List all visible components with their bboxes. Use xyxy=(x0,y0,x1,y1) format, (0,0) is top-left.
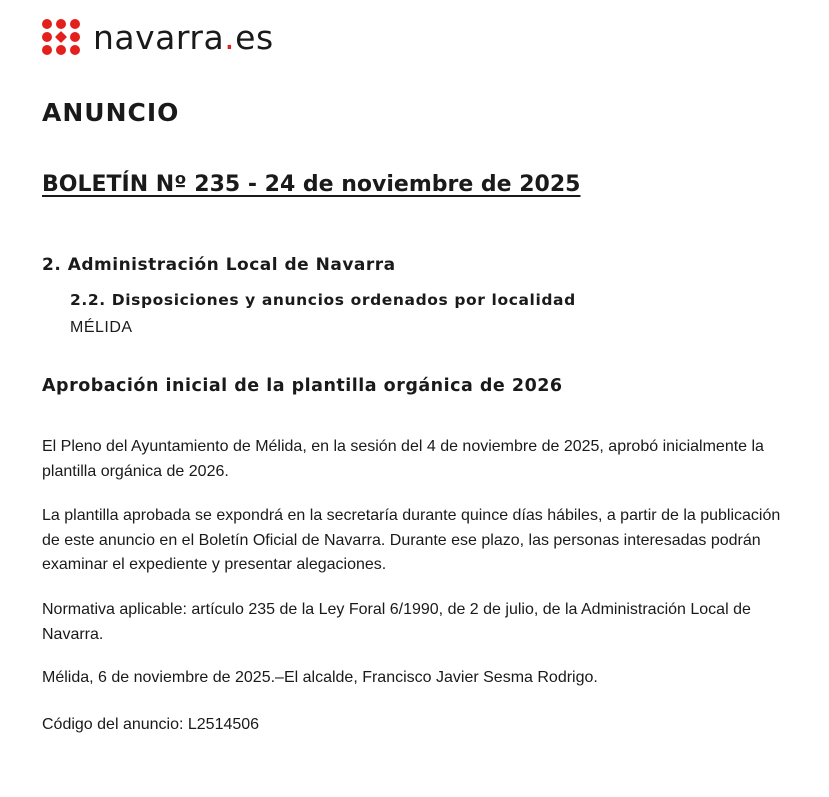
logo-text: navarra.es xyxy=(93,17,274,57)
locality: MÉLIDA xyxy=(70,319,133,336)
page-heading: ANUNCIO xyxy=(42,98,180,127)
paragraph: El Pleno del Ayuntamiento de Mélida, en la sesión del 4 de noviembre de 2025, aprobó inicialmente la plantilla orgánica de 2026. xyxy=(42,438,764,480)
subsection-title: 2.2. Disposiciones y anuncios ordenados por localidad xyxy=(70,291,576,309)
announcement-code: Código del anuncio: L2514506 xyxy=(42,716,260,733)
paragraph: La plantilla aprobada se expondrá en la secretaría durante quince días hábiles, a partir de la publicación de este anuncio en el Boletín Oficial de Navarra. Durante ese plazo, las personas interesadas podrán examinar el expediente y presentar alegaciones. xyxy=(42,507,781,573)
section-title: 2. Administración Local de Navarra xyxy=(42,255,396,275)
announcement-title: Aprobación inicial de la plantilla orgánica de 2026 xyxy=(42,376,563,396)
boletin-title: BOLETÍN Nº 235 - 24 de noviembre de 2025 xyxy=(42,172,581,197)
signature-line: Mélida, 6 de noviembre de 2025.–El alcalde, Francisco Javier Sesma Rodrigo. xyxy=(42,669,598,686)
navarra-logo xyxy=(42,19,274,55)
logo-dots-icon xyxy=(42,19,81,55)
paragraph: Normativa aplicable: artículo 235 de la Ley Foral 6/1990, de 2 de julio, de la Administración Local de Navarra. xyxy=(42,601,751,643)
